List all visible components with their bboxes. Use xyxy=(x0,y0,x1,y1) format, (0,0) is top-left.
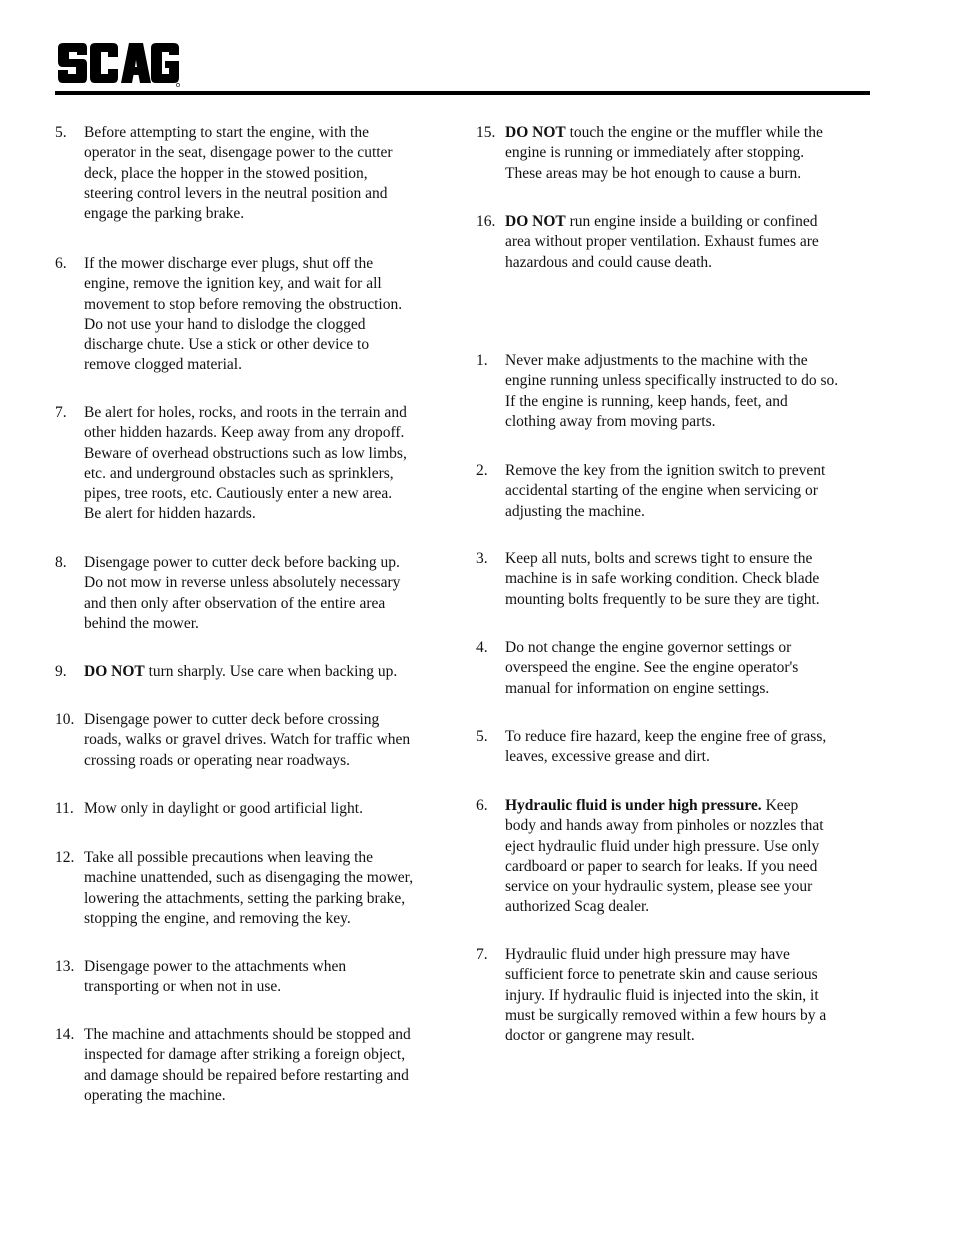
item-number: 3. xyxy=(476,550,488,567)
list-item xyxy=(55,123,450,224)
item-number: 6. xyxy=(476,797,488,814)
item-number: 12. xyxy=(55,849,75,866)
item-text: Never make adjustments to the machine with the engine running unless specifically instructed to do so. If the engine is running, keep hands, feet, and clothing away from moving parts. xyxy=(505,352,839,430)
item-number: 7. xyxy=(476,946,488,963)
list-item xyxy=(55,662,450,682)
list-item xyxy=(476,796,871,918)
list-item xyxy=(55,403,450,525)
item-text: Disengage power to the attachments when transporting or when not in use. xyxy=(84,958,347,996)
list-item xyxy=(55,1025,450,1106)
list-item xyxy=(55,957,450,998)
item-text: Mow only in daylight or good artificial light. xyxy=(84,800,363,817)
list-item xyxy=(476,461,871,522)
list-item xyxy=(476,727,871,768)
item-number: 4. xyxy=(476,639,488,656)
item-text: Do not change the engine governor settings or overspeed the engine. See the engine operator's manual for information on engine settings. xyxy=(505,639,799,697)
item-text: Take all possible precautions when leaving the machine unattended, such as disengaging the mower, lowering the attachments, setting the parking brake, stopping the engine, and removing the key. xyxy=(84,849,414,927)
list-item xyxy=(476,212,871,273)
item-number: 14. xyxy=(55,1026,75,1043)
item-text: Hydraulic fluid under high pressure may have sufficient force to penetrate skin and cause serious injury. If hydraulic fluid is injected into the skin, it must be surgically removed within a few hours by a doctor or gangrene may result. xyxy=(505,946,827,1045)
item-text: If the mower discharge ever plugs, shut off the engine, remove the ignition key, and wait for all movement to stop before removing the obstruction. Do not use your hand to dislodge the clogged discharge chute. Use a stick or other device to remove clogged material. xyxy=(84,255,403,374)
item-number: 2. xyxy=(476,462,488,479)
list-item xyxy=(476,351,871,432)
item-text: To reduce fire hazard, keep the engine free of grass, leaves, excessive grease and dirt. xyxy=(505,728,827,766)
list-item xyxy=(476,945,871,1046)
list-item xyxy=(55,254,450,376)
item-number: 5. xyxy=(476,728,488,745)
item-text: Hydraulic fluid is under high pressure. Keep body and hands away from pinholes or nozzles that eject hydraulic fluid under high pressure. Use only cardboard or paper to search for leaks. If you need service on your hydraulic system, please see your authorized Scag dealer. xyxy=(505,797,824,916)
item-text: DO NOT turn sharply. Use care when backing up. xyxy=(84,663,398,680)
item-number: 9. xyxy=(55,663,67,680)
list-item xyxy=(476,638,871,699)
item-text: Remove the key from the ignition switch to prevent accidental starting of the engine when servicing or adjusting the machine. xyxy=(505,462,826,520)
item-number: 6. xyxy=(55,255,67,272)
item-number: 1. xyxy=(476,352,488,369)
item-text: The machine and attachments should be stopped and inspected for damage after striking a foreign object, and damage should be repaired before restarting and operating the machine. xyxy=(84,1026,411,1104)
list-item xyxy=(55,848,450,929)
item-text: Disengage power to cutter deck before backing up. Do not mow in reverse unless absolutely necessary and then only after observation of the entire area behind the mower. xyxy=(84,554,401,632)
list-item xyxy=(55,799,450,819)
item-number: 15. xyxy=(476,124,496,141)
item-number: 13. xyxy=(55,958,75,975)
item-number: 7. xyxy=(55,404,67,421)
item-number: 10. xyxy=(55,711,75,728)
list-item xyxy=(55,553,450,634)
item-text: Be alert for holes, rocks, and roots in the terrain and other hidden hazards. Keep away from any dropoff. Beware of overhead obstructions such as low limbs, etc. and underground obstacles such as sprinklers, pipes, tree roots, etc. Cautiously enter a new area. Be alert for hidden hazards. xyxy=(84,404,407,523)
list-item xyxy=(476,549,871,610)
item-text: Before attempting to start the engine, with the operator in the seat, disengage power to the cutter deck, place the hopper in the stowed position, steering control levers in the neutral position and engage the parking brake. xyxy=(84,124,393,223)
item-text: Keep all nuts, bolts and screws tight to ensure the machine is in safe working condition. Check blade mounting bolts frequently to be sure they are tight. xyxy=(505,550,820,608)
item-number: 5. xyxy=(55,124,67,141)
list-item xyxy=(55,710,450,771)
item-text: DO NOT touch the engine or the muffler while the engine is running or immediately after stopping. These areas may be hot enough to cause a burn. xyxy=(505,124,823,182)
item-text: DO NOT run engine inside a building or confined area without proper ventilation. Exhaust fumes are hazardous and could cause death. xyxy=(505,213,819,271)
header-rule xyxy=(55,91,870,95)
item-number: 8. xyxy=(55,554,67,571)
item-number: 16. xyxy=(476,213,496,230)
item-text: Disengage power to cutter deck before crossing roads, walks or gravel drives. Watch for traffic when crossing roads or operating near roadways. xyxy=(84,711,411,769)
item-number: 11. xyxy=(55,800,74,817)
list-item xyxy=(476,123,871,184)
scag-logo xyxy=(55,40,181,88)
